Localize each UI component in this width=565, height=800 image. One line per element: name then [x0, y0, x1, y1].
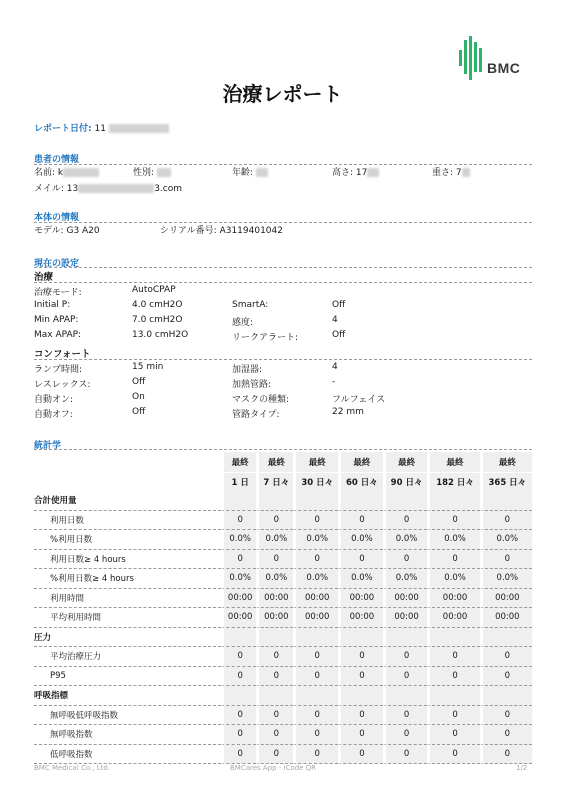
table-cell: 0 — [221, 706, 256, 726]
name-label: 名前: — [34, 168, 56, 178]
setting-value: 4.0 cmH2O — [132, 300, 183, 310]
weight-value: 7 — [455, 168, 462, 178]
table-cell: 0 — [427, 706, 479, 726]
column-header: 最終 — [427, 452, 479, 472]
category-row — [34, 628, 532, 648]
setting-value: 22 mm — [332, 407, 364, 417]
row-label: 低呼吸指数 — [34, 745, 221, 765]
name-value: k — [57, 168, 64, 178]
setting-label: 治療モード: — [34, 288, 82, 298]
setting-label: マスクの種類: — [232, 395, 290, 405]
page-title: 治療レポート — [222, 82, 343, 106]
statistics-table — [34, 452, 532, 764]
table-cell: 0 — [256, 725, 293, 745]
table-cell: 0 — [383, 667, 428, 687]
footer-app: BMCares App - iCode QR — [230, 764, 317, 772]
table-cell: 0 — [427, 667, 479, 687]
table-cell: 0 — [427, 550, 479, 570]
table-cell: 00:00 — [221, 589, 256, 609]
table-cell: 0 — [480, 725, 532, 745]
redaction — [367, 168, 379, 177]
report-date-label: レポート日付: — [34, 124, 92, 134]
email-value-end: 3.com — [154, 184, 182, 194]
table-cell: 0 — [221, 725, 256, 745]
table-cell: 00:00 — [221, 608, 256, 628]
table-cell: 0.0% — [427, 569, 479, 589]
table-cell: 0.0% — [256, 530, 293, 550]
category-label: 圧力 — [34, 628, 221, 648]
empty-cell — [480, 686, 532, 706]
table-cell: 0 — [383, 647, 428, 667]
patient-weight — [432, 165, 470, 178]
table-cell: 0.0% — [221, 530, 256, 550]
device-serial — [160, 223, 283, 236]
table-cell: 0 — [293, 745, 338, 765]
table-cell: 0 — [383, 511, 428, 531]
settings-heading: 現在の設定 — [34, 259, 80, 269]
table-cell: 0 — [480, 745, 532, 765]
row-label: %利用日数≥ 4 hours — [34, 569, 221, 589]
brand-logo — [457, 36, 537, 84]
column-header: 7 日々 — [256, 472, 293, 491]
age-label: 年齢: — [232, 168, 254, 178]
table-row — [34, 745, 532, 765]
redaction — [462, 168, 470, 177]
table-cell: 0 — [256, 706, 293, 726]
report-date-row — [34, 121, 169, 134]
serial-value: A3119401042 — [219, 226, 283, 236]
table-cell: 00:00 — [338, 589, 383, 609]
divider — [34, 267, 532, 268]
column-header: 182 日々 — [427, 472, 479, 491]
setting-value: 4 — [332, 315, 338, 325]
table-cell: 00:00 — [256, 589, 293, 609]
table-cell: 0.0% — [480, 530, 532, 550]
table-cell: 00:00 — [480, 608, 532, 628]
table-row — [34, 511, 532, 531]
table-cell: 0 — [427, 745, 479, 765]
table-row — [34, 589, 532, 609]
category-row — [34, 491, 532, 511]
row-label: 平均利用時間 — [34, 608, 221, 628]
model-label: モデル: — [34, 226, 64, 236]
table-row — [34, 608, 532, 628]
table-cell: 00:00 — [256, 608, 293, 628]
table-cell: 0.0% — [480, 569, 532, 589]
column-header: 最終 — [256, 452, 293, 472]
table-cell: 0.0% — [338, 569, 383, 589]
row-label: 無呼吸低呼吸指数 — [34, 706, 221, 726]
header-row — [34, 452, 532, 472]
row-label: 無呼吸指数 — [34, 725, 221, 745]
redaction — [63, 168, 99, 177]
column-header: 1 日 — [221, 472, 256, 491]
patient-age — [232, 165, 268, 178]
table-cell: 0 — [256, 647, 293, 667]
report-date-value: 11 — [94, 124, 106, 134]
setting-label: 自動オフ: — [34, 410, 73, 420]
table-cell: 0 — [293, 511, 338, 531]
empty-cell — [221, 628, 256, 648]
setting-value: Off — [332, 300, 346, 310]
header-spacer — [34, 472, 221, 491]
setting-label: SmartA: — [232, 300, 269, 310]
patient-email — [34, 181, 182, 194]
logo-text: BMC — [487, 60, 521, 76]
table-cell: 00:00 — [427, 589, 479, 609]
table-cell: 0 — [480, 667, 532, 687]
table-cell: 0 — [293, 550, 338, 570]
table-cell: 0 — [383, 706, 428, 726]
table-cell: 00:00 — [383, 589, 428, 609]
column-header: 最終 — [480, 452, 532, 472]
table-cell: 0 — [383, 550, 428, 570]
table-cell: 0 — [480, 511, 532, 531]
table-cell: 0.0% — [221, 569, 256, 589]
column-header: 90 日々 — [383, 472, 428, 491]
setting-value: フルフェイス — [332, 395, 386, 405]
redaction — [109, 124, 169, 133]
patient-sex — [133, 165, 171, 178]
setting-label: 管路タイプ: — [232, 410, 280, 420]
setting-value: On — [132, 392, 145, 402]
column-header: 60 日々 — [338, 472, 383, 491]
setting-value: 4 — [332, 362, 338, 372]
sex-label: 性別: — [133, 168, 155, 178]
table-cell: 0 — [293, 647, 338, 667]
divider — [34, 282, 532, 283]
footer-company: BMC Medical Co., Ltd. — [34, 764, 111, 772]
setting-label: Max APAP: — [34, 330, 82, 340]
empty-cell — [338, 491, 383, 511]
table-cell: 0 — [221, 667, 256, 687]
table-row — [34, 550, 532, 570]
table-cell: 0 — [256, 745, 293, 765]
category-row — [34, 686, 532, 706]
setting-label: 感度: — [232, 318, 254, 328]
empty-cell — [427, 491, 479, 511]
empty-cell — [383, 686, 428, 706]
table-cell: 0 — [338, 706, 383, 726]
column-header: 最終 — [383, 452, 428, 472]
setting-value: - — [332, 377, 336, 387]
serial-label: シリアル番号: — [160, 226, 217, 236]
setting-value: 15 min — [132, 362, 164, 372]
table-cell: 0 — [221, 550, 256, 570]
model-value: G3 A20 — [66, 226, 100, 236]
table-cell: 0 — [480, 550, 532, 570]
setting-value: Off — [332, 330, 346, 340]
table-cell: 0 — [338, 745, 383, 765]
empty-cell — [427, 686, 479, 706]
empty-cell — [293, 491, 338, 511]
device-model — [34, 223, 100, 236]
category-label: 合計使用量 — [34, 491, 221, 511]
table-row — [34, 706, 532, 726]
table-cell: 00:00 — [293, 589, 338, 609]
table-row — [34, 667, 532, 687]
table-cell: 0 — [427, 647, 479, 667]
divider — [34, 449, 532, 450]
setting-value: 7.0 cmH2O — [132, 315, 183, 325]
setting-value: Off — [132, 407, 146, 417]
empty-cell — [338, 686, 383, 706]
table-cell: 0 — [221, 511, 256, 531]
setting-label: ランプ時間: — [34, 365, 83, 375]
setting-value: 13.0 cmH2O — [132, 330, 189, 340]
table-cell: 0 — [221, 745, 256, 765]
table-row — [34, 647, 532, 667]
empty-cell — [293, 686, 338, 706]
patient-height — [332, 165, 379, 178]
table-cell: 0 — [256, 550, 293, 570]
setting-label: 自動オン: — [34, 395, 74, 405]
table-cell: 0 — [338, 667, 383, 687]
table-cell: 0 — [480, 647, 532, 667]
table-cell: 0 — [221, 647, 256, 667]
row-label: 利用日数≥ 4 hours — [34, 550, 221, 570]
table-cell: 0 — [338, 647, 383, 667]
table-row — [34, 530, 532, 550]
height-value: 17 — [355, 168, 368, 178]
header-row — [34, 472, 532, 491]
table-cell: 0.0% — [383, 530, 428, 550]
row-label: 利用日数 — [34, 511, 221, 531]
table-cell: 0 — [293, 706, 338, 726]
table-cell: 0 — [293, 667, 338, 687]
table-cell: 00:00 — [293, 608, 338, 628]
patient-heading: 患者の情報 — [34, 155, 80, 165]
email-label: メイル: — [34, 184, 64, 194]
row-label: 平均治療圧力 — [34, 647, 221, 667]
setting-label: 加湿器: — [232, 365, 263, 375]
table-cell: 0 — [427, 511, 479, 531]
setting-label: リークアラート: — [232, 333, 299, 343]
table-cell: 00:00 — [338, 608, 383, 628]
table-cell: 0.0% — [383, 569, 428, 589]
redaction — [157, 168, 171, 177]
table-cell: 00:00 — [480, 589, 532, 609]
column-header: 最終 — [293, 452, 338, 472]
table-row — [34, 725, 532, 745]
column-header: 30 日々 — [293, 472, 338, 491]
setting-value: Off — [132, 377, 146, 387]
device-heading: 本体の情報 — [34, 213, 80, 223]
table-cell: 0.0% — [256, 569, 293, 589]
setting-label: Initial P: — [34, 300, 71, 310]
table-cell: 0 — [383, 745, 428, 765]
divider — [34, 359, 532, 360]
weight-label: 重さ: — [432, 168, 454, 178]
empty-cell — [256, 686, 293, 706]
footer-page-number: 1/2 — [516, 764, 528, 772]
table-cell: 0 — [338, 550, 383, 570]
patient-name — [34, 165, 99, 178]
category-label: 呼吸指標 — [34, 686, 221, 706]
row-label: %利用日数 — [34, 530, 221, 550]
table-cell: 00:00 — [427, 608, 479, 628]
empty-cell — [383, 628, 428, 648]
empty-cell — [256, 628, 293, 648]
logo-bars-icon — [457, 36, 487, 84]
table-cell: 0.0% — [427, 530, 479, 550]
table-cell: 0 — [338, 511, 383, 531]
setting-label: Min APAP: — [34, 315, 79, 325]
table-cell: 0 — [256, 667, 293, 687]
table-cell: 0 — [293, 725, 338, 745]
empty-cell — [221, 491, 256, 511]
height-label: 高さ: — [332, 168, 354, 178]
empty-cell — [480, 628, 532, 648]
redaction — [256, 168, 268, 177]
redaction — [78, 184, 154, 193]
empty-cell — [221, 686, 256, 706]
column-header: 365 日々 — [480, 472, 532, 491]
column-header: 最終 — [338, 452, 383, 472]
divider — [34, 222, 532, 223]
stats-heading: 統計学 — [34, 441, 62, 451]
table-cell: 0 — [383, 725, 428, 745]
setting-label: レスレックス: — [34, 380, 91, 390]
empty-cell — [293, 628, 338, 648]
comfort-subheading: コンフォート — [34, 349, 91, 360]
table-cell: 0 — [427, 725, 479, 745]
table-cell: 00:00 — [383, 608, 428, 628]
table-cell: 0.0% — [293, 569, 338, 589]
table-cell: 0 — [480, 706, 532, 726]
empty-cell — [480, 491, 532, 511]
email-value-start: 13 — [66, 184, 79, 194]
empty-cell — [338, 628, 383, 648]
table-row — [34, 569, 532, 589]
row-label: 利用時間 — [34, 589, 221, 609]
setting-value: AutoCPAP — [132, 285, 176, 295]
header-spacer — [34, 452, 221, 472]
table-cell: 0 — [256, 511, 293, 531]
table-cell: 0 — [338, 725, 383, 745]
therapy-subheading: 治療 — [34, 272, 54, 283]
empty-cell — [256, 491, 293, 511]
table-cell: 0.0% — [293, 530, 338, 550]
setting-label: 加熱管路: — [232, 380, 272, 390]
row-label: P95 — [34, 667, 221, 687]
empty-cell — [427, 628, 479, 648]
empty-cell — [383, 491, 428, 511]
column-header: 最終 — [221, 452, 256, 472]
table-cell: 0.0% — [338, 530, 383, 550]
